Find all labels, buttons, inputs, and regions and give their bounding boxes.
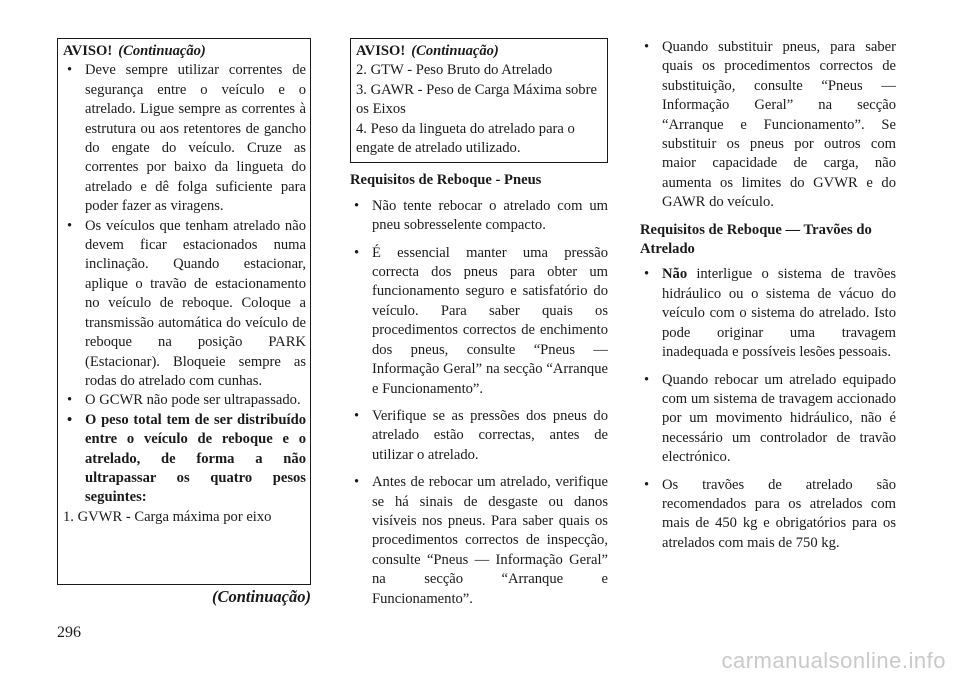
continuation-label: (Continuação) — [118, 43, 206, 59]
numbered-item: 1. GVWR - Carga máxima por eixo — [63, 508, 272, 525]
bullet-item: • Verifique se as pressões dos pneus do atrelado estão correctas, antes de utilizar o atrelado. — [350, 407, 608, 465]
warning-title — [356, 42, 603, 61]
emphasis-text: Não — [662, 266, 688, 283]
warning-label: AVISO! — [63, 43, 113, 59]
bullet-item: • Deve sempre utilizar correntes de segurança entre o veículo e o atrelado. Ligue sempre as correntes à estrutura ou aos retentores de gancho do engate do veículo. Cruze as correntes por baixo da lingueta do atrelado e dê folga suficiente para poder fazer as viragens. — [63, 61, 306, 216]
continuation-footer: (Continuação) — [211, 587, 311, 606]
numbered-item: 3. GAWR - Peso de Carga Máxima sobre os Eixos — [356, 81, 597, 118]
bullet-item: • É essencial manter uma pressão correcta dos pneus para obter um funcionamento seguro e satisfatório do veículo. Para saber quais os procedimentos correctos de enchimento dos pneus, consulte “Pneus — Informação Geral” na secção “Arranque e Funcionamento”. — [350, 244, 608, 399]
warning-box — [57, 38, 311, 585]
numbered-item: 4. Peso da lingueta do atrelado para o engate de atrelado utilizado. — [356, 120, 575, 157]
numbered-item: 2. GTW - Peso Bruto do Atrelado — [356, 62, 553, 79]
bullet-text: interligue o sistema de travões hidráulico ou o sistema de vácuo do veículo com o sistema do atrelado. Isto pode originar uma travagem inadequada e possíveis lesões pessoais. — [662, 266, 896, 361]
tire-bullet-list-continued — [640, 38, 896, 213]
bullet-item: • Antes de rebocar um atrelado, verifique se há sinais de desgaste ou danos visíveis nos pneus. Para saber quais os procedimentos correctos de inspecção, consulte “Pneus — Informação Geral” na secção “Arranque e Funcionamento”. — [350, 473, 608, 609]
section-heading: Requisitos de Reboque — Travões do Atrelado — [640, 221, 872, 258]
brakes-bullet-list — [640, 265, 896, 553]
bullet-item: • O GCWR não pode ser ultrapassado. — [63, 391, 306, 410]
bullet-item — [640, 265, 896, 362]
bullet-item: • Os veículos que tenham atrelado não devem ficar estacionados numa inclinação. Quando estacionar, aplique o travão de estacionamento no veículo de reboque. Coloque a transmissão automática do veículo de reboque na posição PARK (Estacionar). Bloqueie sempre as rodas do atrelado com cunhas. — [63, 217, 306, 392]
continuation-label: (Continuação) — [411, 43, 499, 59]
middle-column — [350, 38, 608, 617]
section-heading: Requisitos de Reboque - Pneus — [350, 172, 542, 189]
tire-bullet-list — [350, 197, 608, 609]
bullet-item: • Quando substituir pneus, para saber quais os procedimentos correctos de substituição, consulte “Pneus — Informação Geral” na secção “Arranque e Funcionamento”. Se substituir os pneus por outros com maior capacidade de carga, não aumenta os limites do GVWR e do GAWR do veículo. — [640, 38, 896, 213]
warning-label: AVISO! — [356, 43, 406, 59]
warning-box — [350, 38, 608, 163]
watermark: carmanualsonline.info — [721, 648, 946, 673]
bullet-item-bold: • O peso total tem de ser distribuído entre o veículo de reboque e o atrelado, de forma a não ultrapassar os quatro pesos seguintes: — [63, 411, 306, 508]
right-column — [640, 38, 896, 561]
left-column — [57, 38, 311, 606]
bullet-item: • Quando rebocar um atrelado equipado com um sistema de travagem accionado por um movimento hidráulico, não é necessário um controlador de travão electrónico. — [640, 371, 896, 468]
bullet-item: • Os travões de atrelado são recomendados para os atrelados com mais de 450 kg e obrigatórios para os atrelados com mais de 750 kg. — [640, 476, 896, 554]
bullet-item: • Não tente rebocar o atrelado com um pneu sobresselente compacto. — [350, 197, 608, 236]
warning-title — [63, 42, 306, 61]
page-number: 296 — [57, 624, 81, 641]
warning-bullet-list — [63, 61, 306, 507]
